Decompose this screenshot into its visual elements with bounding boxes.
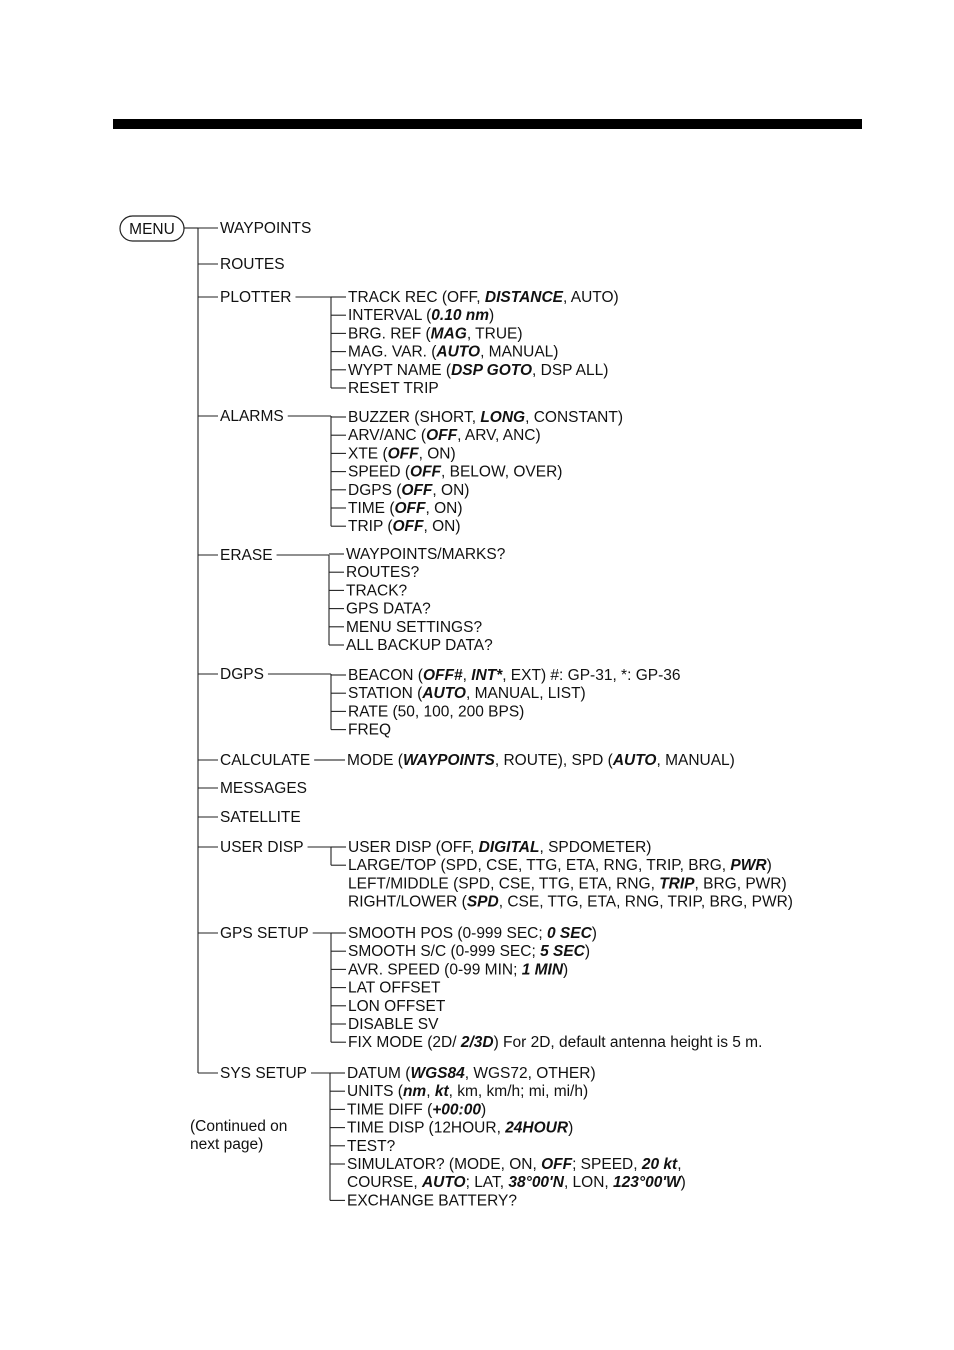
menu-item-gps-setup: SMOOTH S/C (0-999 SEC; 5 SEC) — [348, 943, 591, 961]
section-label-calculate: CALCULATE — [220, 752, 311, 769]
menu-root-label: MENU — [129, 221, 175, 238]
menu-item-dgps: BEACON (OFF#, INT*, EXT) #: GP-31, *: GP-36 — [348, 667, 681, 684]
section-label-alarms: ALARMS — [220, 408, 284, 425]
menu-item-plotter: TRACK REC (OFF, DISTANCE, AUTO) — [348, 289, 619, 306]
menu-item-gps-setup: FIX MODE (2D/ 2/3D) For 2D, default antenna height is 5 m. — [348, 1034, 763, 1052]
menu-item-dgps: RATE (50, 100, 200 BPS) — [348, 703, 525, 721]
menu-item-alarms: DGPS (OFF, ON) — [348, 481, 470, 499]
menu-item-alarms: BUZZER (SHORT, LONG, CONSTANT) — [348, 409, 623, 426]
menu-item-alarms: TIME (OFF, ON) — [348, 500, 463, 517]
section-label-gps-setup: GPS SETUP — [220, 925, 309, 942]
menu-item-erase: GPS DATA? — [346, 600, 431, 618]
section-label-messages: MESSAGES — [220, 780, 307, 797]
menu-item-user-disp: LARGE/TOP (SPD, CSE, TTG, ETA, RNG, TRIP, BRG, PWR) — [348, 857, 772, 875]
menu-item-dgps: FREQ — [348, 721, 392, 739]
section-label-erase: ERASE — [220, 547, 273, 564]
menu-item-gps-setup: SMOOTH POS (0-999 SEC; 0 SEC) — [348, 925, 597, 942]
menu-item-user-disp: USER DISP (OFF, DIGITAL, SPDOMETER) — [348, 839, 652, 856]
menu-item-plotter: INTERVAL (0.10 nm) — [348, 307, 495, 325]
menu-item-plotter: MAG. VAR. (AUTO, MANUAL) — [348, 343, 559, 361]
menu-item-sys-setup: UNITS (nm, kt, km, km/h; mi, mi/h) — [347, 1083, 589, 1101]
menu-item-gps-setup: LAT OFFSET — [348, 979, 441, 997]
menu-item-alarms: TRIP (OFF, ON) — [348, 518, 461, 536]
menu-item-gps-setup: LON OFFSET — [348, 997, 446, 1015]
menu-item-plotter: BRG. REF (MAG, TRUE) — [348, 325, 523, 343]
menu-item-sys-setup: DATUM (WGS84, WGS72, OTHER) — [347, 1065, 596, 1082]
menu-item-user-disp: LEFT/MIDDLE (SPD, CSE, TTG, ETA, RNG, TRIP, BRG, PWR) — [348, 875, 787, 893]
section-label-satellite: SATELLITE — [220, 809, 301, 826]
menu-item-plotter: WYPT NAME (DSP GOTO, DSP ALL) — [348, 361, 609, 379]
continued-line-2: next page) — [190, 1136, 264, 1153]
menu-item-erase: MENU SETTINGS? — [346, 618, 483, 636]
menu-item-alarms: SPEED (OFF, BELOW, OVER) — [348, 463, 563, 481]
menu-item-sys-setup: TIME DISP (12HOUR, 24HOUR) — [347, 1119, 574, 1137]
section-label-dgps: DGPS — [220, 666, 264, 683]
menu-item-user-disp: RIGHT/LOWER (SPD, CSE, TTG, ETA, RNG, TRIP, BRG, PWR) — [348, 893, 793, 911]
menu-item-sys-setup: SIMULATOR? (MODE, ON, OFF; SPEED, 20 kt, — [347, 1156, 682, 1173]
menu-item-plotter: RESET TRIP — [348, 380, 439, 397]
menu-item-sys-setup: TEST? — [347, 1137, 396, 1155]
section-label-waypoints: WAYPOINTS — [220, 220, 312, 237]
menu-item-gps-setup: AVR. SPEED (0-99 MIN; 1 MIN) — [348, 961, 569, 979]
menu-item-sys-setup: COURSE, AUTO; LAT, 38°00'N, LON, 123°00'W) — [347, 1174, 686, 1192]
menu-item-gps-setup: DISABLE SV — [348, 1016, 439, 1033]
menu-item-calculate: MODE (WAYPOINTS, ROUTE), SPD (AUTO, MANUAL) — [347, 752, 735, 769]
menu-item-alarms: XTE (OFF, ON) — [348, 445, 456, 463]
menu-item-dgps: STATION (AUTO, MANUAL, LIST) — [348, 685, 586, 703]
section-label-sys-setup: SYS SETUP — [220, 1065, 307, 1082]
menu-item-sys-setup: TIME DIFF (+00:00) — [347, 1101, 487, 1119]
menu-item-erase: ROUTES? — [346, 564, 420, 582]
section-label-routes: ROUTES — [220, 256, 285, 273]
continued-line-1: (Continued on — [190, 1118, 288, 1135]
menu-item-erase: WAYPOINTS/MARKS? — [346, 546, 506, 563]
menu-item-alarms: ARV/ANC (OFF, ARV, ANC) — [348, 427, 541, 445]
section-label-user-disp: USER DISP — [220, 839, 304, 856]
menu-item-sys-setup: EXCHANGE BATTERY? — [347, 1192, 517, 1210]
menu-item-erase: TRACK? — [346, 582, 408, 600]
menu-item-erase: ALL BACKUP DATA? — [346, 637, 493, 654]
section-label-plotter: PLOTTER — [220, 289, 292, 306]
